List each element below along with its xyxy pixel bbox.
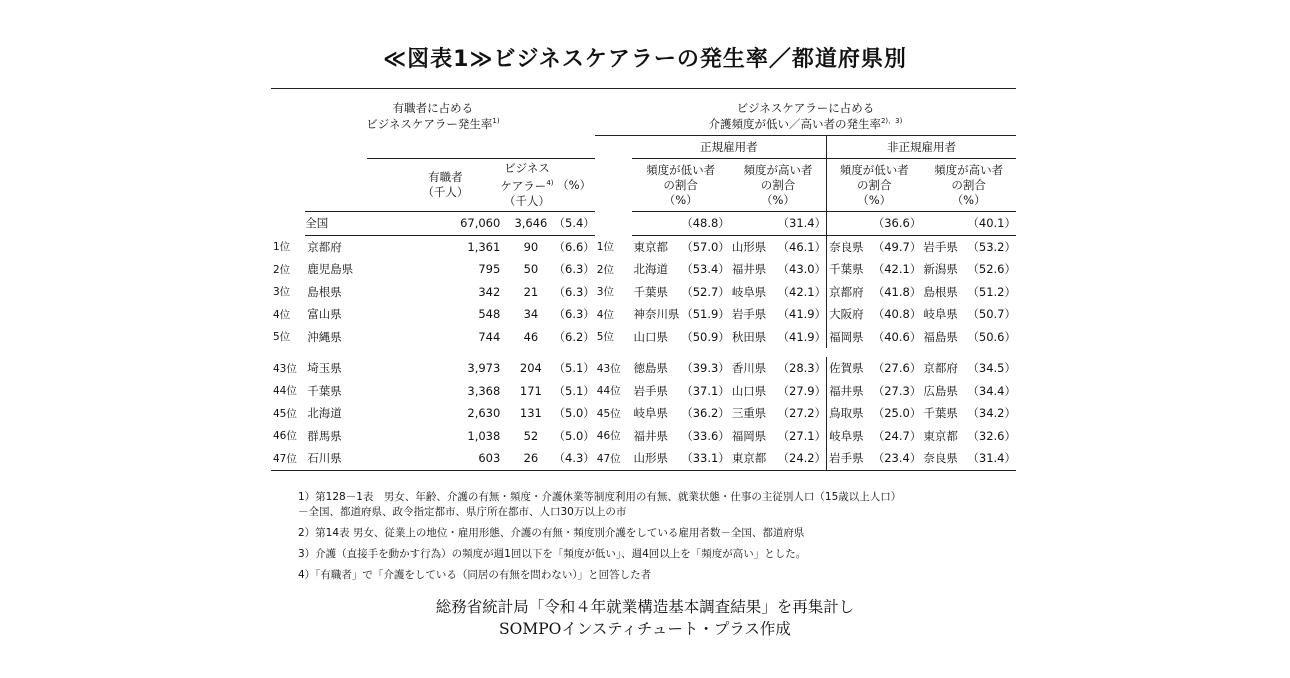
header-row-3 bbox=[271, 159, 1016, 212]
non-high-prefecture: 東京都 bbox=[923, 428, 958, 443]
right-header-line2: 介護頻度が低い／高い者の発生率 bbox=[708, 116, 881, 131]
prefecture: 沖縄県 bbox=[307, 329, 342, 344]
business-carers-value: 171 bbox=[519, 383, 542, 398]
non-low-value: （40.8） bbox=[872, 307, 922, 322]
table-row bbox=[271, 326, 1016, 349]
reg-high-prefecture: 山口県 bbox=[731, 383, 767, 398]
rate-value: （6.6） bbox=[553, 239, 595, 254]
col-non-high: 頻度が高い者 の割合 （%） bbox=[934, 162, 1004, 207]
rank-label: 2位 bbox=[273, 263, 291, 276]
non-low-value: （49.7） bbox=[872, 239, 922, 254]
non-high-prefecture: 島根県 bbox=[923, 284, 958, 299]
national-non-high: （40.1） bbox=[967, 212, 1016, 236]
business-carers-value: 26 bbox=[523, 451, 539, 466]
non-low-prefecture: 岐阜県 bbox=[829, 428, 864, 443]
footnote-1: 1）第128－1表 男女、年齢、介護の有無・頻度・介護休業等制度利用の有無、就業状態・仕事の主従別人口（15歳以上人口） －全国、都道府県、政令指定都市、県庁所在都市、人口30万以上の市 bbox=[298, 491, 902, 518]
right-rank-label: 47位 bbox=[596, 452, 621, 465]
non-high-value: （52.6） bbox=[967, 262, 1016, 277]
rank-label: 45位 bbox=[273, 407, 297, 420]
rank-label: 47位 bbox=[273, 452, 297, 465]
business-carers-value: 52 bbox=[523, 428, 539, 443]
reg-high-prefecture: 山形県 bbox=[731, 239, 767, 254]
prefecture: 埼玉県 bbox=[307, 361, 342, 376]
table-row bbox=[271, 402, 1016, 425]
workers-value: 795 bbox=[478, 262, 501, 277]
header-row-1 bbox=[271, 89, 1016, 136]
right-rank-label: 2位 bbox=[596, 263, 614, 276]
reg-low-prefecture: 岩手県 bbox=[633, 383, 669, 398]
rate-value: （6.3） bbox=[553, 262, 595, 277]
non-high-value: （53.2） bbox=[967, 239, 1016, 254]
reg-low-value: （57.0） bbox=[681, 239, 730, 254]
reg-low-value: （39.3） bbox=[681, 361, 730, 376]
reg-low-prefecture: 岐阜県 bbox=[633, 406, 669, 421]
non-high-value: （34.2） bbox=[967, 406, 1016, 421]
col-non-low: 頻度が低い者 の割合 （%） bbox=[839, 162, 909, 207]
reg-high-prefecture: 三重県 bbox=[731, 406, 767, 421]
left-header-sup: 1) bbox=[492, 117, 500, 126]
non-low-prefecture: 鳥取県 bbox=[829, 406, 864, 421]
non-low-prefecture: 福井県 bbox=[829, 383, 864, 398]
rate-value: （6.3） bbox=[553, 307, 595, 322]
prefecture: 石川県 bbox=[307, 451, 342, 466]
workers-value: 3,973 bbox=[467, 361, 501, 376]
non-high-value: （34.4） bbox=[967, 383, 1016, 398]
reg-low-prefecture: 福井県 bbox=[633, 428, 669, 443]
rate-value: （5.0） bbox=[553, 406, 595, 421]
col-reg-low: 頻度が低い者 の割合 （%） bbox=[646, 162, 716, 207]
right-header-line1: ビジネスケアラーに占める bbox=[736, 100, 875, 115]
workers-value: 342 bbox=[478, 284, 501, 299]
business-carers-value: 90 bbox=[523, 239, 539, 254]
reg-high-value: （43.0） bbox=[778, 258, 827, 281]
table-row bbox=[271, 425, 1016, 448]
non-high-prefecture: 福島県 bbox=[923, 329, 958, 344]
col-rate: （%） bbox=[557, 177, 592, 192]
reg-high-prefecture: 福井県 bbox=[731, 262, 767, 277]
non-high-prefecture: 新潟県 bbox=[923, 262, 958, 277]
prefecture: 京都府 bbox=[307, 239, 342, 254]
left-header-line2: ビジネスケアラー発生率 bbox=[366, 117, 493, 131]
non-high-value: （51.2） bbox=[967, 284, 1016, 299]
rate-value: （5.1） bbox=[553, 361, 595, 376]
reg-high-value: （24.2） bbox=[778, 447, 827, 470]
non-low-value: （41.8） bbox=[872, 284, 922, 299]
non-low-value: （24.7） bbox=[872, 428, 922, 443]
col-reg-high: 頻度が高い者 の割合 （%） bbox=[730, 159, 827, 212]
workers-value: 548 bbox=[478, 307, 501, 322]
table-row bbox=[271, 380, 1016, 403]
rank-label: 43位 bbox=[273, 362, 297, 375]
reg-high-prefecture: 福岡県 bbox=[731, 428, 767, 443]
reg-high-value: （42.1） bbox=[778, 281, 827, 304]
footnote-2: 2）第14表 男女、従業上の地位・雇用形態、介護の有無・頻度別介護をしている雇用者数－全国、都道府県 bbox=[298, 527, 805, 539]
group-nonregular: 非正規雇用者 bbox=[827, 135, 1016, 159]
non-high-prefecture: 奈良県 bbox=[923, 451, 958, 466]
reg-low-prefecture: 東京都 bbox=[633, 239, 669, 254]
reg-low-value: （50.9） bbox=[681, 329, 730, 344]
non-low-value: （40.6） bbox=[872, 329, 922, 344]
prefecture-table bbox=[271, 88, 1016, 472]
rate-value: （6.3） bbox=[553, 284, 595, 299]
right-rank-label: 45位 bbox=[596, 407, 621, 420]
reg-low-value: （52.7） bbox=[681, 284, 730, 299]
business-carers-value: 21 bbox=[523, 284, 539, 299]
right-header bbox=[595, 89, 1016, 136]
rank-label: 3位 bbox=[273, 286, 291, 299]
non-low-prefecture: 福岡県 bbox=[829, 329, 864, 344]
prefecture: 群馬県 bbox=[307, 428, 342, 443]
national-workers: 67,060 bbox=[421, 212, 500, 236]
rank-label: 5位 bbox=[273, 331, 291, 344]
rate-value: （6.2） bbox=[553, 329, 595, 344]
reg-low-prefecture: 千葉県 bbox=[633, 284, 669, 299]
national-bc: 3,646 bbox=[500, 212, 553, 236]
non-low-value: （42.1） bbox=[872, 262, 922, 277]
non-high-value: （31.4） bbox=[967, 451, 1016, 466]
prefecture: 北海道 bbox=[307, 406, 342, 421]
reg-high-prefecture: 岩手県 bbox=[731, 307, 767, 322]
footnote-3: 3）介護（直接手を動かす行為）の頻度が週1回以下を「頻度が低い」、週4回以上を「頻度が高い」とした。 bbox=[298, 548, 807, 560]
reg-high-prefecture: 香川県 bbox=[731, 361, 767, 376]
right-rank-label: 46位 bbox=[596, 430, 621, 443]
workers-value: 2,630 bbox=[467, 406, 501, 421]
reg-high-value: （28.3） bbox=[778, 357, 827, 380]
table-row bbox=[271, 303, 1016, 326]
source-credit: 総務省統計局「令和４年就業構造基本調査結果」を再集計し SOMPOインスティチュート・プラス作成 bbox=[435, 598, 855, 638]
national-rate: （5.4） bbox=[554, 212, 595, 236]
reg-low-prefecture: 神奈川県 bbox=[633, 307, 680, 322]
reg-low-value: （53.4） bbox=[681, 262, 730, 277]
non-low-prefecture: 大阪府 bbox=[829, 307, 864, 322]
non-high-prefecture: 京都府 bbox=[923, 361, 958, 376]
reg-high-value: （41.9） bbox=[778, 326, 827, 349]
non-low-prefecture: 岩手県 bbox=[829, 451, 864, 466]
rank-label: 44位 bbox=[273, 385, 297, 398]
rank-label: 4位 bbox=[273, 308, 291, 321]
non-low-value: （23.4） bbox=[872, 451, 922, 466]
reg-high-value: （27.1） bbox=[778, 425, 827, 448]
workers-value: 3,368 bbox=[467, 383, 501, 398]
national-label: 全国 bbox=[305, 212, 366, 236]
business-carers-value: 34 bbox=[523, 307, 539, 322]
rank-label: 1位 bbox=[273, 241, 291, 253]
non-low-prefecture: 佐賀県 bbox=[829, 361, 864, 376]
workers-value: 1,361 bbox=[467, 239, 501, 254]
table-row bbox=[271, 235, 1016, 258]
header-row-2 bbox=[271, 135, 1016, 159]
left-header-line1: 有職者に占める bbox=[392, 101, 474, 115]
non-low-value: （27.3） bbox=[872, 383, 922, 398]
right-rank-label: 3位 bbox=[596, 286, 614, 299]
reg-high-value: （41.9） bbox=[778, 303, 827, 326]
right-rank-label: 5位 bbox=[596, 331, 614, 344]
prefecture: 島根県 bbox=[307, 284, 342, 299]
non-low-prefecture: 奈良県 bbox=[829, 239, 864, 254]
non-low-prefecture: 京都府 bbox=[829, 284, 864, 299]
reg-low-value: （37.1） bbox=[681, 383, 730, 398]
page-title: ≪図表1≫ビジネスケアラーの発生率／都道府県別 bbox=[383, 47, 907, 72]
right-rank-label: 1位 bbox=[596, 241, 614, 253]
reg-low-value: （36.2） bbox=[681, 406, 730, 421]
rank-label: 46位 bbox=[273, 430, 297, 443]
rate-value: （5.1） bbox=[553, 383, 595, 398]
workers-value: 603 bbox=[478, 451, 501, 466]
national-row bbox=[271, 212, 1016, 236]
rate-value: （4.3） bbox=[553, 451, 595, 466]
col-business-carers: ビジネス ケアラー$^{4)}$ （千人） bbox=[500, 161, 554, 208]
non-high-value: （50.6） bbox=[967, 329, 1016, 344]
reg-high-prefecture: 東京都 bbox=[731, 451, 767, 466]
non-high-prefecture: 岐阜県 bbox=[923, 307, 958, 322]
business-carers-value: 204 bbox=[519, 361, 542, 376]
non-high-prefecture: 千葉県 bbox=[923, 406, 958, 421]
national-reg-low: （48.8） bbox=[681, 212, 730, 236]
business-carers-value: 50 bbox=[523, 262, 539, 277]
rate-value: （5.0） bbox=[553, 428, 595, 443]
reg-low-prefecture: 山口県 bbox=[633, 329, 669, 344]
right-rank-label: 43位 bbox=[596, 362, 621, 375]
left-header bbox=[271, 89, 595, 136]
non-high-value: （50.7） bbox=[967, 307, 1016, 322]
non-high-value: （34.5） bbox=[967, 361, 1016, 376]
business-carers-value: 46 bbox=[523, 329, 539, 344]
prefecture: 富山県 bbox=[307, 307, 342, 322]
footnote-4: 4）「有職者」で「介護をしている（同居の有無を問わない）」と回答した者 bbox=[298, 569, 652, 581]
reg-high-prefecture: 岐阜県 bbox=[731, 284, 767, 299]
business-carers-value: 131 bbox=[519, 406, 542, 421]
reg-low-prefecture: 山形県 bbox=[633, 451, 669, 466]
reg-high-value: （46.1） bbox=[778, 235, 827, 258]
group-regular: 正規雇用者 bbox=[632, 135, 827, 159]
reg-high-value: （27.9） bbox=[778, 380, 827, 403]
non-high-value: （32.6） bbox=[967, 428, 1016, 443]
non-high-prefecture: 広島県 bbox=[923, 383, 958, 398]
right-header-sup: 2)、3) bbox=[880, 116, 903, 125]
prefecture: 鹿児島県 bbox=[307, 262, 354, 277]
workers-value: 744 bbox=[478, 329, 501, 344]
reg-high-value: （27.2） bbox=[778, 402, 827, 425]
non-low-value: （25.0） bbox=[872, 406, 922, 421]
col-workers: 有職者 （千人） bbox=[422, 170, 469, 199]
footnotes bbox=[298, 490, 901, 589]
national-reg-high: （31.4） bbox=[778, 212, 827, 236]
reg-high-prefecture: 秋田県 bbox=[731, 329, 767, 344]
right-rank-label: 4位 bbox=[596, 308, 614, 321]
non-low-prefecture: 千葉県 bbox=[829, 262, 864, 277]
table-row bbox=[271, 281, 1016, 304]
national-non-low: （36.6） bbox=[873, 212, 922, 236]
table-row bbox=[271, 447, 1016, 470]
reg-low-prefecture: 徳島県 bbox=[633, 361, 669, 376]
workers-value: 1,038 bbox=[467, 428, 501, 443]
reg-low-value: （33.6） bbox=[681, 428, 730, 443]
table-row bbox=[271, 357, 1016, 380]
reg-low-value: （33.1） bbox=[681, 451, 730, 466]
non-high-prefecture: 岩手県 bbox=[923, 239, 958, 254]
prefecture: 千葉県 bbox=[307, 383, 342, 398]
reg-low-prefecture: 北海道 bbox=[633, 262, 669, 277]
right-rank-label: 44位 bbox=[596, 385, 621, 398]
table-row bbox=[271, 258, 1016, 281]
reg-low-value: （51.9） bbox=[681, 307, 730, 322]
non-low-value: （27.6） bbox=[872, 361, 922, 376]
